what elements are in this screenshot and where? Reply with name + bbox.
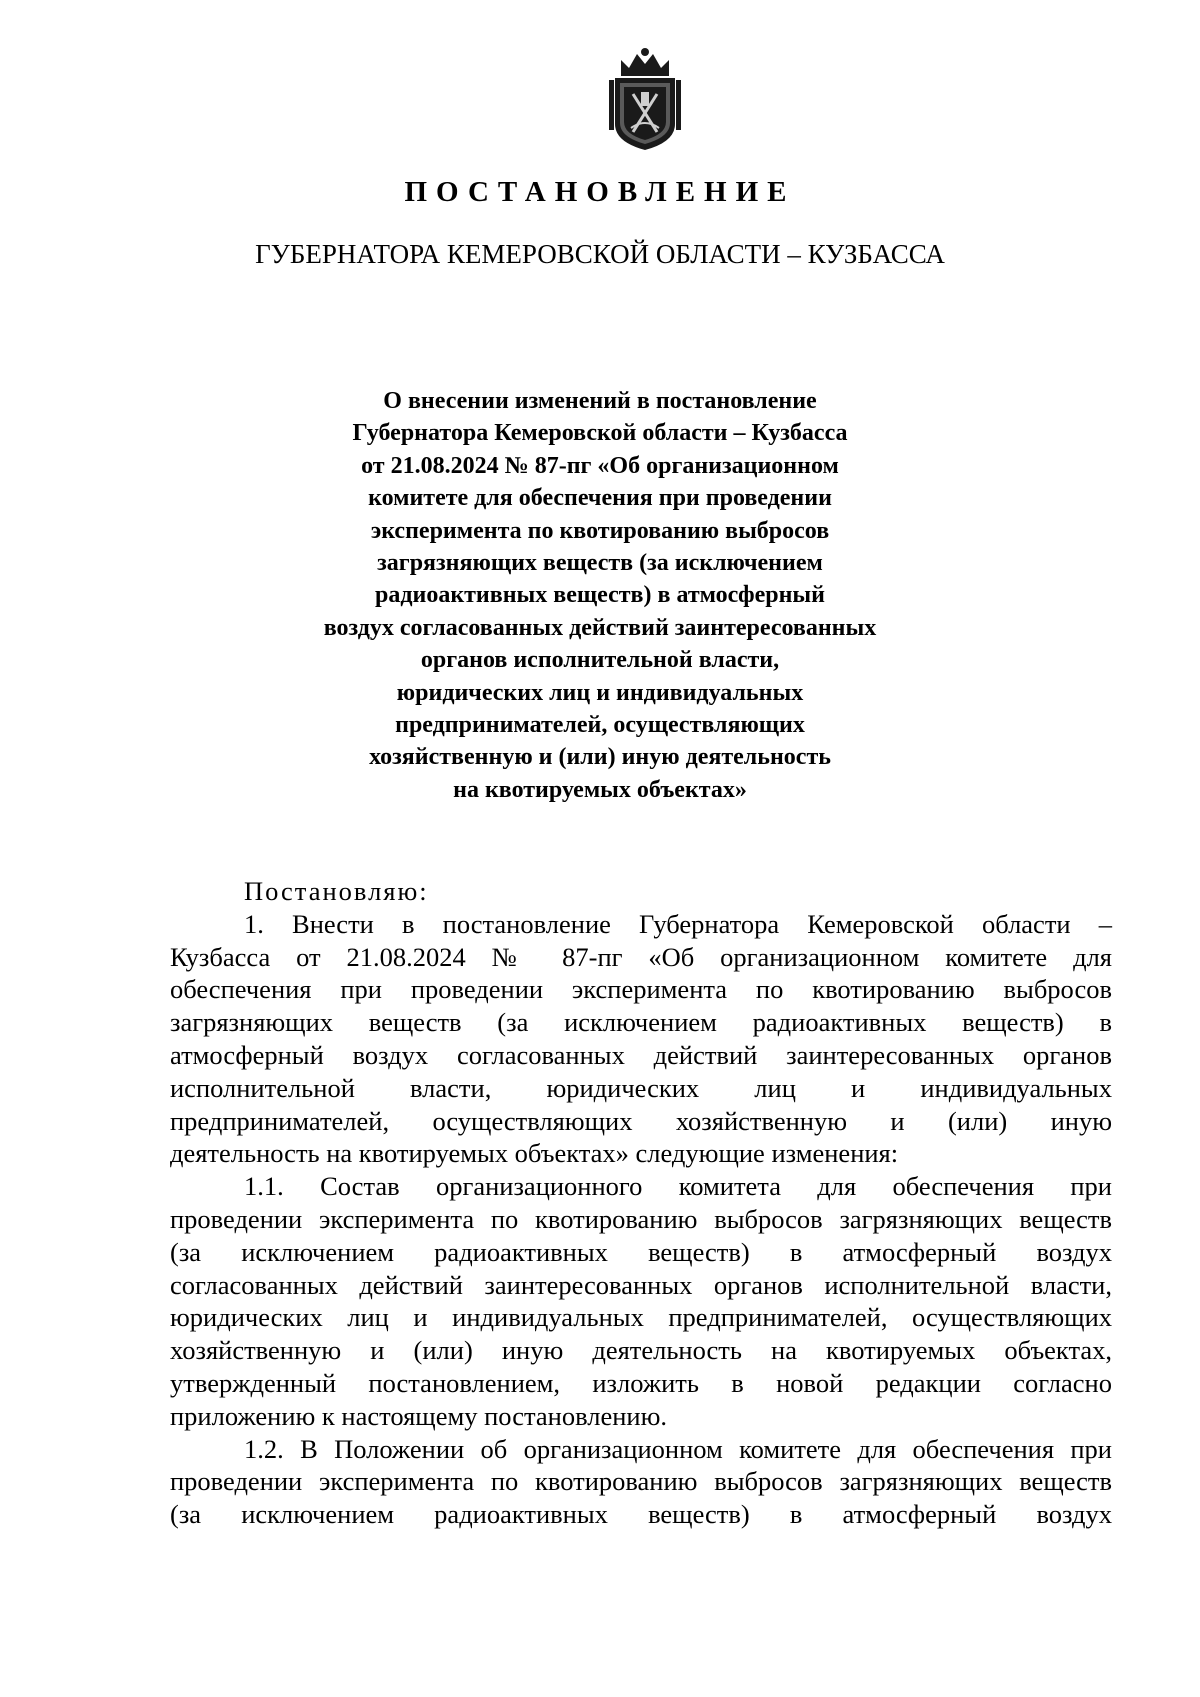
item-1-line: 1. Внести в постановление Губернатора Кемеровской области – xyxy=(244,908,1112,939)
item-1-line: предпринимателей, осуществляющих хозяйственную и (или) иную xyxy=(170,1105,1112,1136)
item-1-line: атмосферный воздух согласованных действий заинтересованных органов xyxy=(170,1039,1112,1070)
item-1-1-line: согласованных действий заинтересованных органов исполнительной власти, xyxy=(170,1269,1112,1300)
item-1-2-line: проведении эксперимента по квотированию выбросов загрязняющих веществ xyxy=(170,1466,1112,1497)
subject-line: воздух согласованных действий заинтересованных xyxy=(323,614,877,641)
subject-line: юридических лиц и индивидуальных xyxy=(396,679,804,706)
item-1-line: исполнительной власти, юридических лиц и индивидуальных xyxy=(170,1072,1112,1103)
item-1-2 xyxy=(170,1433,1112,1531)
item-1-line: деятельность на квотируемых объектах» следующие изменения: xyxy=(170,1138,899,1169)
item-1-1-line: (за исключением радиоактивных веществ) в атмосферный воздух xyxy=(170,1236,1112,1267)
item-1 xyxy=(170,908,1112,1170)
subject-line: загрязняющих веществ (за исключением xyxy=(377,550,823,577)
item-1-line: загрязняющих веществ (за исключением радиоактивных веществ) в xyxy=(170,1007,1112,1038)
document-type-title: ПОСТАНОВЛЕНИЕ xyxy=(404,176,796,208)
document-body xyxy=(170,875,1112,1531)
item-1-2-line: (за исключением радиоактивных веществ) в атмосферный воздух xyxy=(170,1499,1112,1530)
subject-line: органов исполнительной власти, xyxy=(420,647,780,674)
item-1-1 xyxy=(170,1170,1112,1432)
subject-line: Губернатора Кемеровской области – Кузбасса xyxy=(352,420,848,447)
item-1-2-line: 1.2. В Положении об организационном комитете для обеспечения при xyxy=(244,1433,1112,1464)
item-1-1-line: приложению к настоящему постановлению. xyxy=(170,1400,668,1431)
item-1-line: Кузбасса от 21.08.2024 № 87-пг «Об организационном комитете для xyxy=(170,941,1112,972)
item-1-1-line: хозяйственную и (или) иную деятельность на квотируемых объектах, xyxy=(170,1335,1112,1366)
subject-line: комитете для обеспечения при проведении xyxy=(368,485,832,512)
item-1-1-line: юридических лиц и индивидуальных предпринимателей, осуществляющих xyxy=(170,1302,1112,1333)
subject-line: О внесении изменений в постановление xyxy=(383,388,817,414)
coat-of-arms-icon xyxy=(607,46,683,154)
item-1-1-line: проведении эксперимента по квотированию выбросов загрязняющих веществ xyxy=(170,1203,1112,1234)
subject-line: радиоактивных веществ) в атмосферный xyxy=(375,582,825,609)
subject-line: хозяйственную и (или) иную деятельность xyxy=(369,744,831,771)
item-1-1-line: утвержденный постановлением, изложить в новой редакции согласно xyxy=(170,1367,1112,1398)
subject-line: предпринимателей, осуществляющих xyxy=(395,712,805,739)
resolution-lead: Постановляю: xyxy=(244,876,429,906)
document-subject xyxy=(260,385,940,806)
subject-line: на квотируемых объектах» xyxy=(453,776,747,803)
subject-line: эксперимента по квотированию выбросов xyxy=(370,517,830,544)
issuing-authority: ГУБЕРНАТОРА КЕМЕРОВСКОЙ ОБЛАСТИ – КУЗБАССА xyxy=(255,239,945,269)
subject-line: от 21.08.2024 № 87-пг «Об организационном xyxy=(361,452,839,479)
item-1-line: обеспечения при проведении эксперимента по квотированию выбросов xyxy=(170,974,1112,1005)
item-1-1-line: 1.1. Состав организационного комитета для обеспечения при xyxy=(244,1171,1112,1202)
